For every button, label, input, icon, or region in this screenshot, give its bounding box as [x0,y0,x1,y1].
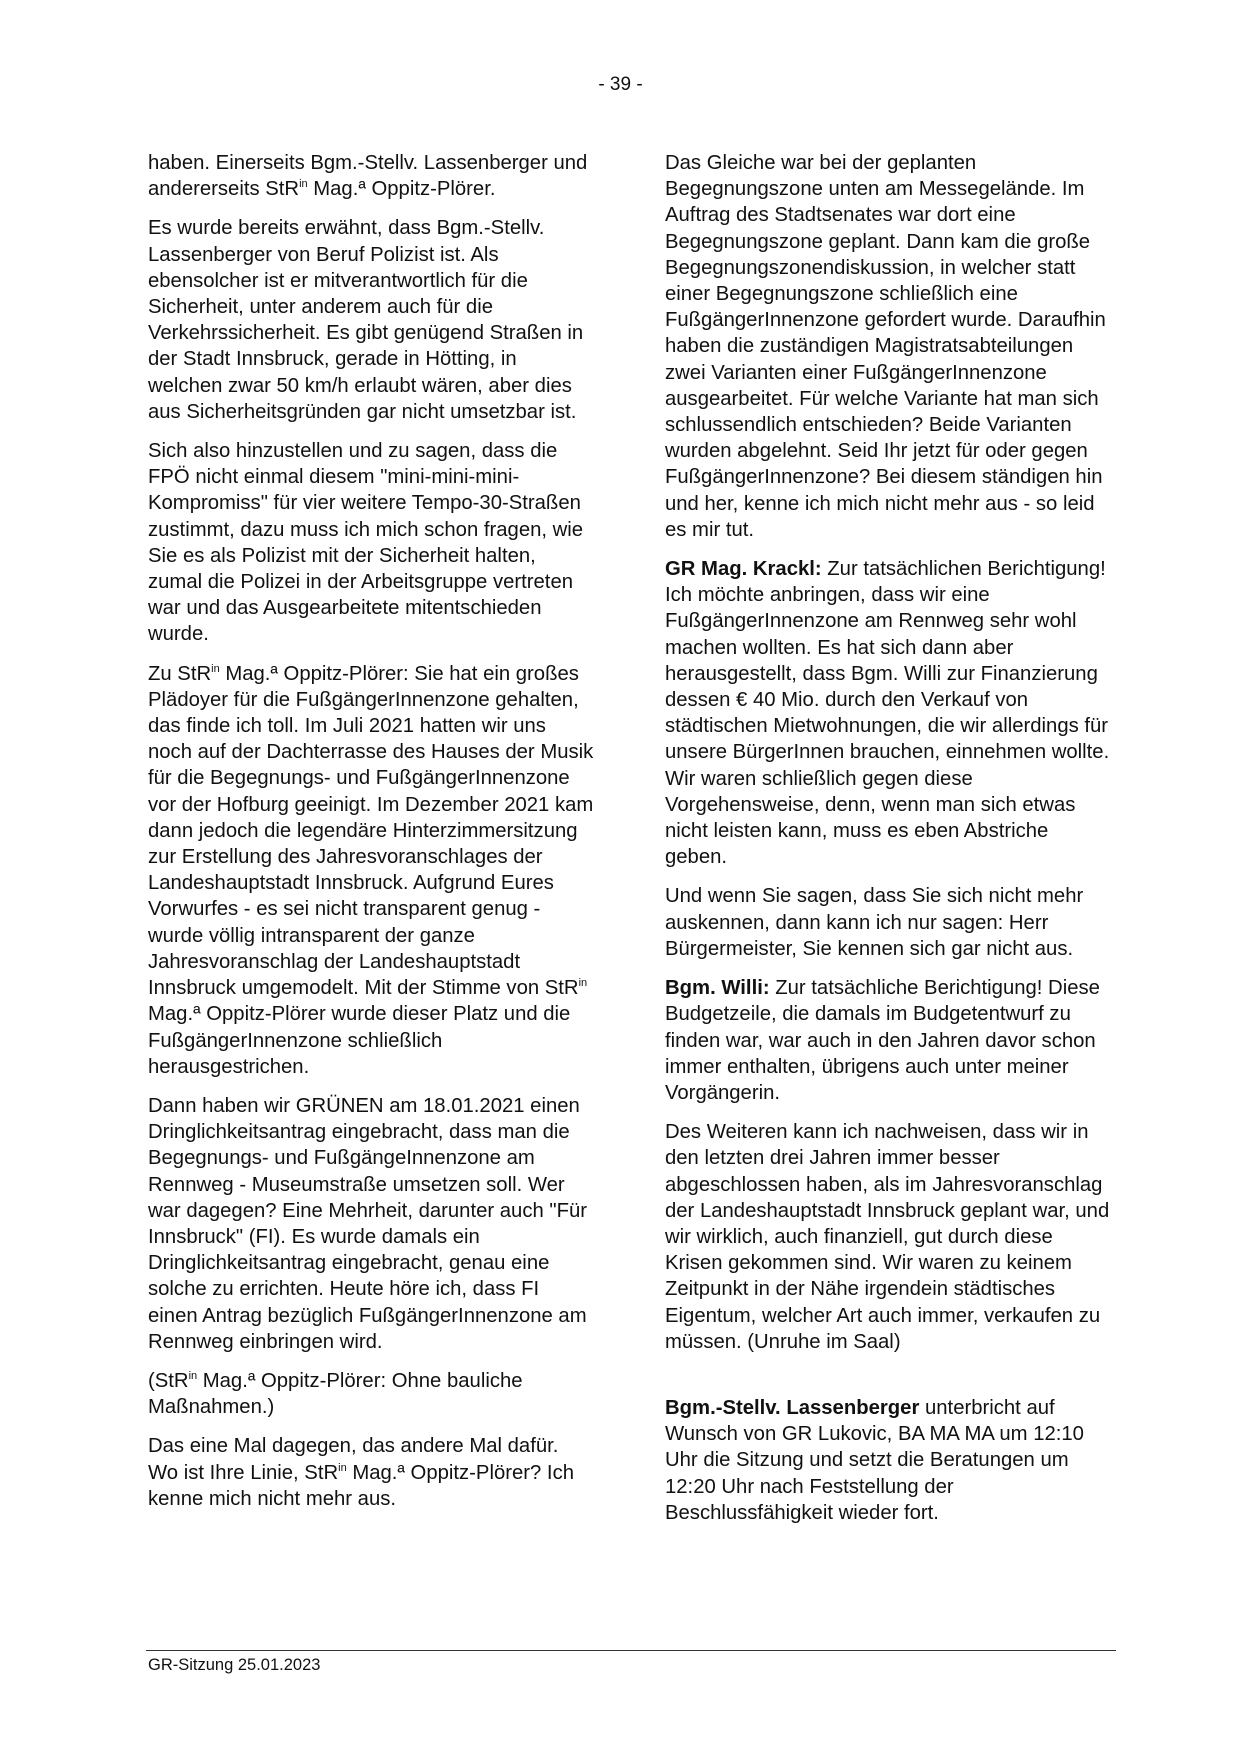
superscript: in [578,977,588,990]
speaker-name: Bgm.-Stellv. Lassenberger [665,1396,920,1419]
paragraph: Sich also hinzustellen und zu sagen, dass die FPÖ nicht einmal diesem "mini-mini-mini-Kompromiss" für vier weitere Tempo-30-Straßen zustimmt, dazu muss ich mich schon fragen, wie Sie es als Polizist mit der Sicherheit halten, zumal die Polizei in der Arbeitsgruppe vertreten war und das Ausgearbeitete mitentschieden wurde. [148,440,584,646]
text-run: Zu StR [148,662,212,685]
text-run: Mag.ª Oppitz-Plörer: Ohne bauliche Maßnahmen.) [148,1369,523,1419]
superscript: in [299,178,308,191]
text-run: Mag.ª Oppitz-Plörer wurde dieser Platz und die FußgängerInnenzone schließlich herausgestrichen. [148,1003,571,1078]
text-run: Das eine Mal dagegen, das andere Mal dafür. Wo ist Ihre Linie, StR [148,1435,559,1484]
text-run: Mag.ª Oppitz-Plörer: Sie hat ein großes Plädoyer für die FußgängerInnenzone gehalten, das finde ich toll. Im Juli 2021 hatten wir uns noch auf der Dachterrasse des Hauses der Musik für die Begegnungs- und FußgängerInnenzone vor der Hofburg geeinigt. Im Dezember 2021 kam dann jedoch die legendäre Hinterzimmersitzung zur Erstellung des Jahresvoranschlages der Landeshauptstadt Innsbruck. Aufgrund Eures Vorwurfes - es sei nicht transparent genug - wurde völlig intransparent der ganze Jahresvoranschlag der Landeshauptstadt Innsbruck umgemodelt. Mit der Stimme von StR [148,662,594,1000]
page-number: - 39 - [598,74,643,95]
right-column [665,150,1115,1539]
superscript: in [211,662,220,675]
paragraph [148,1368,594,1420]
paragraph: Es wurde bereits erwähnt, dass Bgm.-Stellv. Lassenberger von Beruf Polizist ist. Als ebensolcher ist er mitverantwortlich für die Sicherheit, unter anderem auch für die Verkehrssicherheit. Es gibt genügend Straßen in der Stadt Innsbruck, gerade in Hötting, in welchen zwar 50 km/h erlaubt wären, aber dies aus Sicherheitsgründen gar nicht umsetzbar ist. [148,217,584,423]
text-run: Zur tatsächlichen Berichtigung! Ich möchte anbringen, dass wir eine FußgängerInnenzone am Rennweg sehr wohl machen wollten. Es hat sich dann aber herausgestellt, dass Bgm. Willi zur Finanzierung dessen € 40 Mio. durch den Verkauf von städtischen Mietwohnungen, die wir allerdings für unsere BürgerInnen brauchen, einnehmen wollte. Wir waren schließlich gegen diese Vorgehensweise, denn, wenn man sich etwas nicht leisten kann, muss es eben Abstriche geben. [665,558,1110,869]
speaker-name: GR Mag. Krackl: [665,558,822,581]
paragraph [665,975,1115,1106]
superscript: in [188,1369,198,1382]
footer-divider [146,1650,1116,1651]
paragraph: Und wenn Sie sagen, dass Sie sich nicht mehr auskennen, dann kann ich nur sagen: Herr Bürgermeister, Sie kennen sich gar nicht aus. [665,885,1084,960]
paragraph [665,556,1115,870]
text-run: Mag.ª Oppitz-Plörer? Ich kenne mich nicht mehr aus. [148,1461,574,1510]
paragraph: Das Gleiche war bei der geplanten Begegnungszone unten am Messegelände. Im Auftrag des Stadtsenates war dort eine Begegnungszone geplant. Dann kam die große Begegnungszonendiskussion, in welcher statt einer Begegnungszone schließlich eine FußgängerInnenzone gefordert wurde. Daraufhin haben die zuständigen Magistratsabteilungen zwei Varianten einer FußgängerInnenzone ausgearbeitet. Für welche Variante hat man sich schlussendlich entschieden? Beide Varianten wurden abgelehnt. Seid Ihr jetzt für oder gegen FußgängerInnenzone? Bei diesem ständigen hin und her, kenne ich mich nicht mehr aus - so leid es mir tut. [665,152,1106,541]
text-run: unterbricht auf Wunsch von GR Lukovic, BA MA MA um 12:10 Uhr die Sitzung und setzt die Beratungen um 12:20 Uhr nach Feststellung der Beschlussfähigkeit wieder fort. [665,1396,1084,1524]
paragraph [148,661,594,1080]
text-run: Mag.ª Oppitz-Plörer. [307,178,496,201]
paragraph [665,1395,1115,1526]
paragraph [148,1433,594,1512]
paragraph [148,150,594,202]
text-run: haben. Einerseits Bgm.-Stellv. Lassenberger und andererseits StR [148,152,588,201]
text-run: Zur tatsächliche Berichtigung! Diese Budgetzeile, die damals im Budgetentwurf zu finden war, war auch in den Jahren davor schon immer enthalten, übrigens auch unter meiner Vorgängerin. [665,977,1100,1104]
left-column [148,150,594,1525]
paragraph: Dann haben wir GRÜNEN am 18.01.2021 einen Dringlichkeitsantrag eingebracht, dass man die Begegnungs- und FußgängeInnenzone am Rennweg - Museumstraße umsetzen soll. Wer war dagegen? Eine Mehrheit, darunter auch "Für Innsbruck" (FI). Es wurde damals ein Dringlichkeitsantrag eingebracht, genau eine solche zu errichten. Heute höre ich, dass FI einen Antrag bezüglich FußgängerInnenzone am Rennweg einbringen wird. [148,1094,587,1353]
paragraph: Des Weiteren kann ich nachweisen, dass wir in den letzten drei Jahren immer besser abgeschlossen haben, als im Jahresvoranschlag der Landeshauptstadt Innsbruck geplant war, und wir wirklich, auch finanziell, gut durch diese Krisen gekommen sind. Wir waren zu keinem Zeitpunkt in der Nähe irgendein städtisches Eigentum, welcher Art auch immer, verkaufen zu müssen. (Unruhe im Saal) [665,1121,1110,1353]
superscript: in [338,1461,347,1474]
text-run: (StR [148,1369,189,1392]
speaker-name: Bgm. Willi: [665,977,770,1000]
footer-session-date: GR-Sitzung 25.01.2023 [148,1656,321,1674]
